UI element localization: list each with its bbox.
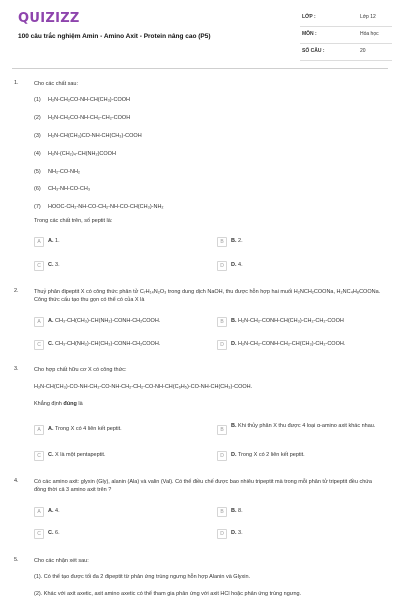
option-text: Trong X có 2 liên kết peptit. (237, 452, 305, 458)
question-text: Thuỷ phân đipeptit X có công thức phân tử C₇H₁₄N₂O₃ trong dung dịch NaOH, thu được hỗn hợp hai muối H₂NCH₂COONa, H₂NC₄H₈COONa. Công thức cấu tạo thu gọn có thể có của X là (34, 289, 381, 303)
compound-number: (6) (34, 186, 41, 192)
question-5 (12, 557, 388, 597)
compound-line (34, 115, 130, 121)
compound-formula: H₂N-CH₂CO-NH-CH₂-CH₂-COOH (48, 115, 131, 121)
compound-formula: H₂N-CH(CH₃)-CO-NH-CH₂-CO-NH-CH₂-CH₂-CO-NH-CH(C₆H₅)-CO-NH-CH(CH₃)-COOH. (34, 384, 253, 390)
option-key-box[interactable]: C (34, 451, 44, 461)
option-label: C. (48, 262, 54, 268)
compound-line (34, 204, 164, 210)
question-number: 3. (14, 366, 19, 372)
option-text: X là một pentapeptit. (55, 452, 106, 458)
meta-row-subject (300, 27, 392, 44)
option-key-box[interactable]: A (34, 425, 44, 435)
option-key-box[interactable]: A (34, 317, 44, 327)
question-prompt: Khẳng định đúng là (34, 401, 83, 407)
option-text: 8. (238, 508, 243, 514)
option-key-box[interactable]: B (217, 507, 227, 517)
option-text: H₂N-CH₂-CONH-CH(CH₃)-CH₂-CH₂-COOH (238, 318, 344, 324)
meta-label: LỚP : (302, 14, 316, 20)
option-text: H₂N-CH₂-CONH-CH₂-CH(CH₃)-CH₂-COOH. (238, 341, 346, 347)
option-label: B. (231, 423, 237, 429)
option-key-box[interactable]: D (217, 261, 227, 271)
question-text: Cho các chất sau: (34, 81, 79, 87)
question-number: 5. (14, 557, 19, 563)
option-label: B. (231, 508, 237, 514)
meta-label: MÔN : (302, 31, 317, 37)
compound-formula: HOOC-CH₂-NH-CO-CH₂-NH-CO-CH(CH₃)-NH₂ (48, 204, 164, 210)
statement-line: (2). Khác với axit axetic, axit amino axetic có thể tham gia phản ứng với axit HCl hoặc phản ứng trùng ngưng. (34, 591, 302, 597)
compound-line (34, 151, 116, 157)
option-label: D. (231, 262, 237, 268)
option-key-box[interactable]: C (34, 261, 44, 271)
option-key-box[interactable]: A (34, 237, 44, 247)
question-1 (12, 80, 388, 280)
compound-formula: H₂N-(CH₂)₄-CH(NH₂)COOH (48, 151, 116, 157)
question-3 (12, 366, 388, 466)
compound-number: (1) (34, 97, 41, 103)
compound-line (34, 97, 130, 103)
question-text: Cho hợp chất hữu cơ X có công thức: (34, 367, 127, 373)
question-2 (12, 288, 388, 358)
compound-formula: H₂N-CH₂CO-NH-CH(CH₃)-COOH (48, 97, 130, 103)
worksheet-meta (300, 10, 392, 61)
compound-line (34, 133, 142, 139)
option-text: 2. (238, 238, 243, 244)
compound-formula: H₂N-CH(CH₃)CO-NH-CH(CH₃)-COOH (48, 133, 142, 139)
option-key-box[interactable]: D (217, 529, 227, 539)
option-key-box[interactable]: B (217, 425, 227, 435)
statement-line: (1). Có thể tạo được tối đa 2 đipeptit từ phản ứng trùng ngưng hỗn hợp Alanin và Glyxin. (34, 574, 251, 580)
quizizz-logo: QUIZIZZ (18, 11, 80, 26)
meta-value: Hóa học (360, 31, 379, 37)
compound-number: (2) (34, 115, 41, 121)
meta-value: Lớp 12 (360, 14, 376, 20)
option-text: Trong X có 4 liên kết peptit. (54, 426, 122, 432)
question-text: Có các amino axit: glyxin (Gly), alanin (Ala) và valin (Val). Có thể điều chế được bao nhiêu tripeptit mà trong mỗi phân tử tripeptit đều chứa đồng thời cả 3 amino axit trên ? (34, 479, 372, 493)
option-key-box[interactable]: D (217, 451, 227, 461)
question-number: 4. (14, 478, 19, 484)
option-key-box[interactable]: C (34, 529, 44, 539)
question-text: Cho các nhận xét sau: (34, 558, 89, 564)
option-text: 6. (55, 530, 60, 536)
question-number: 2. (14, 288, 19, 294)
compound-formula: CH₃-NH-CO-CH₃ (48, 186, 91, 192)
question-prompt: Trong các chất trên, số peptit là: (34, 218, 113, 224)
worksheet-title: 100 câu trắc nghiệm Amin - Amino Axit - Protein nâng cao (P5) (18, 33, 211, 40)
option-text: CH₃-CH(CH₃)-CH(NH₂)-CONH-CH₂COOH. (55, 318, 161, 324)
option-key-box[interactable]: C (34, 340, 44, 350)
option-text: 4. (55, 508, 60, 514)
question-4 (12, 478, 388, 548)
option-key-box[interactable]: D (217, 340, 227, 350)
option-label: A. (48, 238, 54, 244)
option-key-box[interactable]: A (34, 507, 44, 517)
compound-formula: NH₂-CO-NH₂ (48, 169, 81, 175)
option-label: A. (48, 426, 54, 432)
question-number: 1. (14, 80, 19, 86)
meta-label: SỐ CÂU : (302, 48, 325, 54)
option-text: 1. (55, 238, 60, 244)
compound-number: (7) (34, 204, 41, 210)
option-label: B. (231, 318, 237, 324)
header-divider (12, 68, 388, 69)
option-text: Khi thủy phân X thu được 4 loại α-amino axit khác nhau. (238, 423, 376, 429)
compound-line (34, 186, 90, 192)
option-label: C. (48, 452, 54, 458)
option-key-box[interactable]: B (217, 317, 227, 327)
compound-number: (5) (34, 169, 41, 175)
option-text: 3. (55, 262, 60, 268)
option-label: D. (231, 341, 237, 347)
option-key-box[interactable]: B (217, 237, 227, 247)
compound-number: (4) (34, 151, 41, 157)
option-text: 3. (238, 530, 243, 536)
option-label: C. (48, 341, 54, 347)
worksheet-header (0, 0, 400, 62)
meta-row-class (300, 10, 392, 27)
option-label: A. (48, 508, 54, 514)
option-text: CH₃-CH(NH₂)-CH(CH₃)-CONH-CH₂COOH. (55, 341, 161, 347)
meta-row-count (300, 44, 392, 61)
option-label: D. (231, 530, 237, 536)
option-label: B. (231, 238, 237, 244)
option-label: D. (231, 452, 237, 458)
option-label: C. (48, 530, 54, 536)
option-text: 4. (238, 262, 243, 268)
compound-number: (3) (34, 133, 41, 139)
compound-line (34, 169, 80, 175)
option-label: A. (48, 318, 54, 324)
meta-value: 20 (360, 48, 366, 54)
